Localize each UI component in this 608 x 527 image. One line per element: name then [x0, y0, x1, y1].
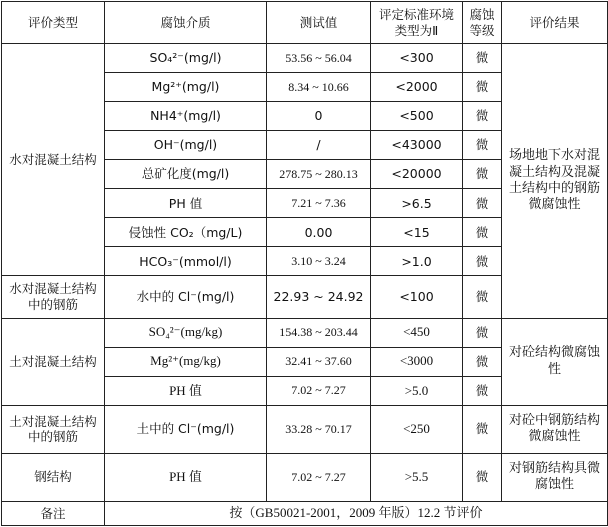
criterion-cell: <43000	[371, 131, 463, 160]
criterion-cell: <500	[371, 102, 463, 131]
grade-cell: 微	[463, 189, 502, 218]
header-value: 测试值	[267, 2, 371, 44]
header-criterion: 评定标准环境类型为Ⅱ	[371, 2, 463, 44]
header-medium: 腐蚀介质	[105, 2, 267, 44]
value-cell: 22.93 ~ 24.92	[267, 276, 371, 318]
result-cell: 对砼中钢筋结构微腐蚀性	[502, 405, 608, 453]
medium-cell: SO₄²⁻(mg/l)	[105, 44, 267, 73]
criterion-cell: >5.0	[371, 376, 463, 405]
criterion-cell: <100	[371, 276, 463, 318]
criterion-cell: <3000	[371, 347, 463, 376]
value-cell: 0.00	[267, 218, 371, 247]
grade-cell: 微	[463, 131, 502, 160]
value-cell: 154.38 ~ 203.44	[267, 318, 371, 347]
remark-label: 备注	[2, 501, 105, 525]
value-cell: 278.75 ~ 280.13	[267, 160, 371, 189]
header-grade: 腐蚀等级	[463, 2, 502, 44]
medium-cell: NH4⁺(mg/l)	[105, 102, 267, 131]
value-cell: 7.02 ~ 7.27	[267, 453, 371, 501]
type-cell: 土对混凝土结构	[2, 318, 105, 405]
criterion-cell: >6.5	[371, 189, 463, 218]
value-cell: 0	[267, 102, 371, 131]
medium-cell: PH 值	[105, 376, 267, 405]
medium-cell: SO₄²⁻(mg/kg)	[105, 318, 267, 347]
value-cell: 32.41 ~ 37.60	[267, 347, 371, 376]
value-cell: 8.34 ~ 10.66	[267, 73, 371, 102]
result-cell: 对钢筋结构具微腐蚀性	[502, 453, 608, 501]
value-cell: 53.56 ~ 56.04	[267, 44, 371, 73]
grade-cell: 微	[463, 73, 502, 102]
criterion-cell: <450	[371, 318, 463, 347]
value-cell: /	[267, 131, 371, 160]
medium-cell: OH⁻(mg/l)	[105, 131, 267, 160]
grade-cell: 微	[463, 405, 502, 453]
grade-cell: 微	[463, 376, 502, 405]
medium-cell: Mg²⁺(mg/kg)	[105, 347, 267, 376]
type-cell: 钢结构	[2, 453, 105, 501]
table-row	[2, 44, 608, 73]
type-cell: 水对混凝土结构中的钢筋	[2, 276, 105, 318]
grade-cell: 微	[463, 347, 502, 376]
criterion-cell: <2000	[371, 73, 463, 102]
value-cell: 7.02 ~ 7.27	[267, 376, 371, 405]
medium-cell: HCO₃⁻(mmol/l)	[105, 247, 267, 276]
type-cell: 土对混凝土结构中的钢筋	[2, 405, 105, 453]
value-cell: 33.28 ~ 70.17	[267, 405, 371, 453]
table-row	[2, 318, 608, 347]
remark-row	[2, 501, 608, 525]
grade-cell: 微	[463, 453, 502, 501]
medium-cell: 水中的 Cl⁻(mg/l)	[105, 276, 267, 318]
criterion-cell: >5.5	[371, 453, 463, 501]
medium-cell: 土中的 Cl⁻(mg/l)	[105, 405, 267, 453]
table-row	[2, 405, 608, 453]
header-row	[2, 2, 608, 44]
criterion-cell: <300	[371, 44, 463, 73]
header-result: 评价结果	[502, 2, 608, 44]
criterion-cell: <250	[371, 405, 463, 453]
value-cell: 3.10 ~ 3.24	[267, 247, 371, 276]
result-cell: 对砼结构微腐蚀性	[502, 318, 608, 405]
grade-cell: 微	[463, 218, 502, 247]
grade-cell: 微	[463, 44, 502, 73]
medium-cell: 侵蚀性 CO₂（mg/L)	[105, 218, 267, 247]
criterion-cell: <20000	[371, 160, 463, 189]
criterion-cell: <15	[371, 218, 463, 247]
grade-cell: 微	[463, 160, 502, 189]
grade-cell: 微	[463, 276, 502, 318]
medium-cell: 总矿化度(mg/l)	[105, 160, 267, 189]
remark-text: 按（GB50021-2001，2009 年版）12.2 节评价	[105, 501, 608, 525]
result-cell: 场地地下水对混凝土结构及混凝土结构中的钢筋微腐蚀性	[502, 44, 608, 318]
header-type: 评价类型	[2, 2, 105, 44]
table-row	[2, 453, 608, 501]
medium-cell: PH 值	[105, 453, 267, 501]
corrosion-evaluation-table	[1, 1, 608, 526]
medium-cell: PH 值	[105, 189, 267, 218]
grade-cell: 微	[463, 318, 502, 347]
value-cell: 7.21 ~ 7.36	[267, 189, 371, 218]
criterion-cell: >1.0	[371, 247, 463, 276]
grade-cell: 微	[463, 247, 502, 276]
grade-cell: 微	[463, 102, 502, 131]
type-cell: 水对混凝土结构	[2, 44, 105, 276]
medium-cell: Mg²⁺(mg/l)	[105, 73, 267, 102]
